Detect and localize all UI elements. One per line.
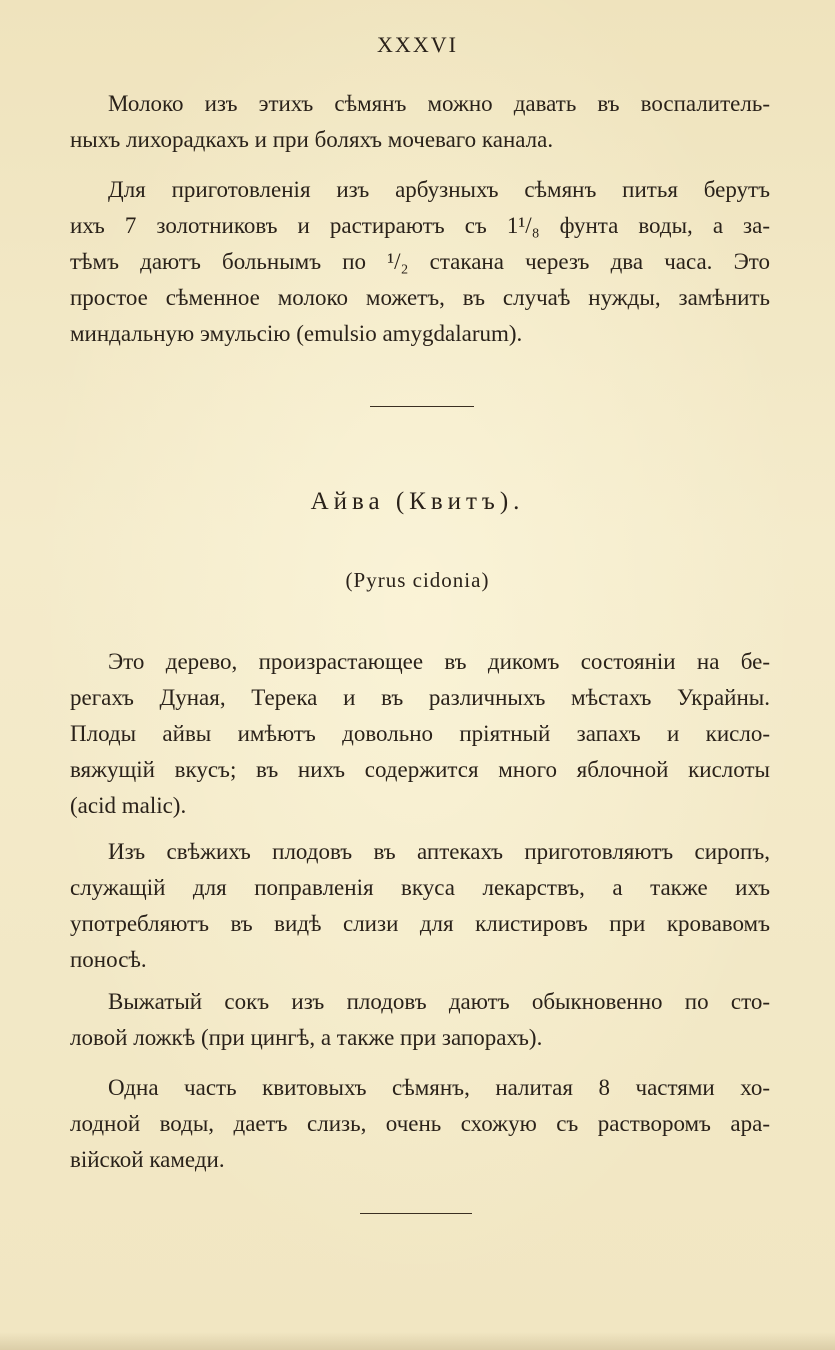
text-line: служащій для поправленія вкуса лекарствъ, а также ихъ [70, 875, 770, 900]
text-line: Одна часть квитовыхъ сѣмянъ, налитая 8 частями хо- [108, 1075, 770, 1100]
paragraph-quince-description [70, 644, 770, 824]
text-line: употребляютъ въ видѣ слизи для клистировъ при кровавомъ [70, 911, 770, 936]
text-line: поносѣ. [70, 947, 147, 972]
text-line: миндальную эмульсію (emulsio amygdalarum). [70, 321, 523, 346]
text-line: Изъ свѣжихъ плодовъ въ аптекахъ приготовляютъ сиропъ, [108, 839, 770, 864]
section-divider [370, 406, 474, 407]
text-line: вяжущій вкусъ; въ нихъ содержится много яблочной кислоты [70, 757, 770, 782]
paragraph-quince-seeds [70, 1070, 770, 1178]
section-divider [360, 1213, 472, 1214]
text-line: тѣмъ даютъ больнымъ по ¹/₂ стакана черезъ два часа. Это [70, 249, 770, 274]
text-line: Плоды айвы имѣютъ довольно пріятный запахъ и кисло- [70, 721, 770, 746]
text-line: ныхъ лихорадкахъ и при боляхъ мочеваго канала. [70, 127, 554, 152]
text-line: ловой ложкѣ (при цингѣ, а также при запорахъ). [70, 1025, 543, 1050]
text-line: простое сѣменное молоко можетъ, въ случаѣ нужды, замѣнить [70, 285, 770, 310]
latin-name: (Pyrus cidonia) [345, 568, 490, 592]
paragraph-quince-syrup [70, 834, 770, 978]
page-bottom-edge [0, 1332, 835, 1350]
text-line: Для приготовленія изъ арбузныхъ сѣмянъ питья берутъ [108, 177, 770, 202]
paragraph-milk-use [70, 86, 770, 158]
paragraph-watermelon-seed-drink [70, 172, 770, 352]
text-line: регахъ Дуная, Терека и въ различныхъ мѣстахъ Украйны. [70, 685, 770, 710]
text-line: Это дерево, произрастающее въ дикомъ состояніи на бе- [108, 649, 770, 674]
text-line: війской камеди. [70, 1147, 225, 1172]
section-title: Айва (Квитъ). [310, 488, 525, 515]
text-line: Молоко изъ этихъ сѣмянъ можно давать въ воспалитель- [108, 91, 770, 116]
text-line: Выжатый сокъ изъ плодовъ даютъ обыкновенно по сто- [108, 989, 770, 1014]
page-number: XXXVI [377, 32, 458, 57]
text-line: лодной воды, даетъ слизь, очень схожую съ растворомъ ара- [70, 1111, 770, 1136]
text-line: (acid malic). [70, 793, 187, 818]
paragraph-quince-juice [70, 984, 770, 1056]
text-line: ихъ 7 золотниковъ и растираютъ съ 1¹/₈ фунта воды, а за- [70, 213, 770, 238]
